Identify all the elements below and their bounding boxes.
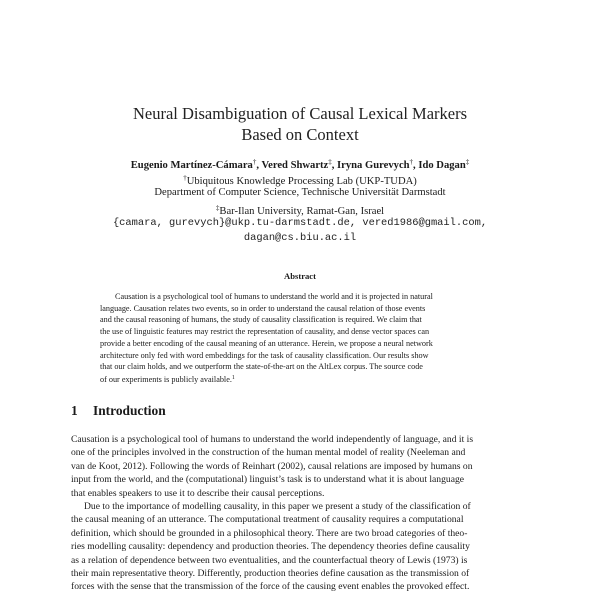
- footnote-mark: 1: [231, 374, 235, 381]
- author-mark: ‡: [465, 158, 470, 166]
- body-line: their main representative theory. Differently, production theories define causation as the transmission of: [71, 568, 470, 580]
- abstract-line: that our claim holds, and we outperform the state-of-the-art on the AltLex corpus. The source code: [100, 362, 423, 372]
- author-name: Iryna Gurevych: [337, 160, 410, 171]
- author-mark: †: [252, 158, 257, 166]
- section-number: 1: [71, 403, 78, 418]
- body-line: Due to the importance of modelling causality, in this paper we present a study of the classification of: [84, 501, 471, 513]
- abstract-heading: Abstract: [284, 271, 316, 281]
- body-line: the causal meaning of an utterance. The computational treatment of causality requires a computational: [71, 514, 464, 526]
- abstract-line: architecture only fed with word embeddings for the task of causality classification. Our results show: [100, 350, 429, 360]
- abstract-line: and the causal reasoning of humans, the study of causality classification is required. We claim that: [100, 315, 422, 325]
- author-list: Eugenio Martínez-Cámara†, Vered Shwartz‡, Iryna Gurevych†, Ido Dagan‡: [130, 158, 470, 171]
- section-title: Introduction: [93, 403, 166, 418]
- paper-title: [60, 103, 540, 145]
- abstract-last-line: [100, 373, 500, 386]
- author-mark: †: [409, 158, 414, 166]
- body-line: ries modelling causality: dependency and production theories. The dependency theories define causality: [71, 541, 470, 553]
- author-emails-line-1: {camara, gurevych}@ukp.tu-darmstadt.de, vered1986@gmail.com,: [112, 217, 488, 229]
- abstract-line: Causation is a psychological tool of humans to understand the world and it is projected in natural: [115, 292, 433, 301]
- author-name: Vered Shwartz: [261, 160, 329, 171]
- body-line: that enables speakers to use it to describe their causal perceptions.: [71, 487, 325, 499]
- body-line: Causation is a psychological tool of humans to understand the world independently of language, and it is: [71, 434, 474, 445]
- abstract-line: language. Causation relates two events, so in order to understand the causal relation of those events: [100, 303, 426, 313]
- affiliation-mark: †: [183, 174, 187, 182]
- author-name: Eugenio Martínez-Cámara: [130, 160, 253, 171]
- abstract-body: [100, 291, 500, 386]
- title-line-1: Neural Disambiguation of Causal Lexical Markers: [132, 104, 468, 123]
- body-line: one of the principles involved in the construction of the human mental model of reality (Neeleman and: [71, 447, 466, 459]
- author-mark: ‡: [328, 158, 332, 166]
- body-line: forces with the sense that the transmission of the force of the causing event enables the provoked effect.: [71, 581, 470, 593]
- affiliation-text: Bar-Ilan University, Ramat-Gan, Israel: [219, 206, 385, 217]
- title-line-2: Based on Context: [241, 125, 359, 144]
- abstract-line: provide a better encoding of the causal meaning of an utterance. Herein, we propose a neural network: [100, 338, 433, 348]
- body-line: as a relation of dependence between two eventualities, and the counterfactual theory of Lewis (1973) is: [71, 554, 468, 566]
- affiliation-2: Department of Computer Science, Technische Universität Darmstadt: [154, 187, 446, 198]
- body-line: definition, which should be grounded in a philosophical theory. There are two broad categories of theo-: [71, 527, 468, 539]
- affiliation-mark: ‡: [215, 204, 220, 212]
- body-line: van de Koot, 2012). Following the words of Reinhart (2002), causal relations are imposed by humans on: [71, 460, 473, 472]
- introduction-body: [71, 433, 529, 594]
- abstract-line: of our experiments is publicly available.: [100, 374, 232, 384]
- author-name: Ido Dagan: [418, 160, 466, 171]
- author-emails-line-2: dagan@cs.biu.ac.il: [243, 232, 357, 244]
- section-heading: [71, 403, 166, 419]
- body-line: input from the world, and the (computational) linguist’s task is to understand what it is about language: [71, 474, 465, 486]
- affiliation-text: Ubiquitous Knowledge Processing Lab (UKP-TUDA): [186, 176, 417, 187]
- abstract-line: the use of linguistic features may restrict the representation of causality, and dense vector spaces can: [100, 327, 430, 337]
